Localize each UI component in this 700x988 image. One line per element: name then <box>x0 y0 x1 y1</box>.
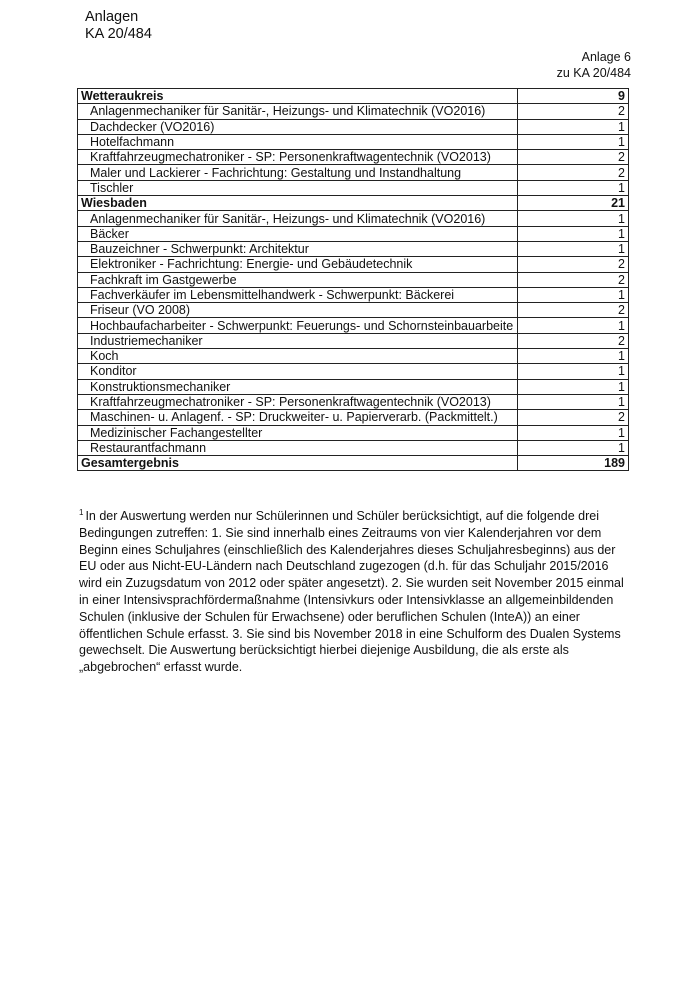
row-label: Maler und Lackierer - Fachrichtung: Gestaltung und Instandhaltung <box>78 165 518 180</box>
table-row <box>78 425 629 440</box>
row-count: 1 <box>518 287 629 302</box>
table-row <box>78 119 629 134</box>
row-count: 1 <box>518 211 629 226</box>
row-count: 1 <box>518 440 629 455</box>
row-label: Hotelfachmann <box>78 134 518 149</box>
row-label: Wiesbaden <box>78 196 518 211</box>
row-label: Medizinischer Fachangestellter <box>78 425 518 440</box>
table-body <box>78 89 629 471</box>
row-label: Bäcker <box>78 226 518 241</box>
row-label: Anlagenmechaniker für Sanitär-, Heizungs- und Klimatechnik (VO2016) <box>78 211 518 226</box>
row-label: Kraftfahrzeugmechatroniker - SP: Personenkraftwagentechnik (VO2013) <box>78 394 518 409</box>
row-count: 2 <box>518 165 629 180</box>
table-row <box>78 349 629 364</box>
row-count: 1 <box>518 241 629 256</box>
row-label: Koch <box>78 349 518 364</box>
footnote-text: In der Auswertung werden nur Schülerinnen und Schüler berücksichtigt, auf die folgende drei Bedingungen zutreffen: 1. Sie sind innerhalb eines Zeitraums von vier Kalenderjahren vor dem Beginn eines Schuljahres (einschließlich des Kalenderjahres dieses Schuljahresbeginns) aus der EU oder aus Nicht-EU-Ländern nach Deutschland zugezogen (d.h. für das Schuljahr 2015/2016 wird ein Zuzugsdatum von 2012 oder später angesetzt). 2. Sie wurden seit November 2015 einmal in einer Intensivsprachfördermaßnahme (Intensivkurs oder Intensivklasse an allgemeinbildenden Schulen (inklusive der Schulen für Erwachsene) oder beruflichen Schulen (InteA)) an einer öffentlichen Schule erfasst. 3. Sie sind bis November 2018 in eine Schulform des Dualen Systems gewechselt. Die Auswertung berücksichtigt hierbei diejenige Ausbildung, die als erste als „abgebrochen“ erfasst wurde. <box>79 509 624 675</box>
row-count: 189 <box>518 456 629 471</box>
row-count: 1 <box>518 226 629 241</box>
row-count: 2 <box>518 303 629 318</box>
header-reference-number: KA 20/484 <box>85 26 152 42</box>
row-label: Friseur (VO 2008) <box>78 303 518 318</box>
row-label: Kraftfahrzeugmechatroniker - SP: Personenkraftwagentechnik (VO2013) <box>78 150 518 165</box>
table-row <box>78 165 629 180</box>
table-row <box>78 318 629 333</box>
row-count: 2 <box>518 272 629 287</box>
table-row <box>78 257 629 272</box>
table-row <box>78 410 629 425</box>
row-label: Dachdecker (VO2016) <box>78 119 518 134</box>
footnote-marker: 1 <box>79 508 84 517</box>
row-count: 1 <box>518 119 629 134</box>
row-label: Tischler <box>78 180 518 195</box>
row-label: Fachverkäufer im Lebensmittelhandwerk - Schwerpunkt: Bäckerei <box>78 287 518 302</box>
table-total-row <box>78 456 629 471</box>
row-label: Anlagenmechaniker für Sanitär-, Heizungs- und Klimatechnik (VO2016) <box>78 104 518 119</box>
table-row <box>78 333 629 348</box>
row-label: Konstruktionsmechaniker <box>78 379 518 394</box>
row-count: 1 <box>518 134 629 149</box>
row-count: 2 <box>518 333 629 348</box>
row-count: 2 <box>518 104 629 119</box>
row-label: Restaurantfachmann <box>78 440 518 455</box>
row-count: 2 <box>518 150 629 165</box>
row-label: Fachkraft im Gastgewerbe <box>78 272 518 287</box>
row-count: 1 <box>518 425 629 440</box>
table-row <box>78 241 629 256</box>
row-label: Elektroniker - Fachrichtung: Energie- und Gebäudetechnik <box>78 257 518 272</box>
table-row <box>78 180 629 195</box>
row-label: Konditor <box>78 364 518 379</box>
row-count: 21 <box>518 196 629 211</box>
table-row <box>78 287 629 302</box>
table-row <box>78 150 629 165</box>
header-annex-label: Anlagen <box>85 9 139 25</box>
table-row <box>78 440 629 455</box>
table-row <box>78 226 629 241</box>
row-label: Wetteraukreis <box>78 89 518 104</box>
header-annex-reference: zu KA 20/484 <box>556 66 631 80</box>
table-row <box>78 394 629 409</box>
table-row <box>78 134 629 149</box>
row-label: Maschinen- u. Anlagenf. - SP: Druckweiter- u. Papierverarb. (Packmittelt.) <box>78 410 518 425</box>
table-group-row <box>78 196 629 211</box>
row-label: Bauzeichner - Schwerpunkt: Architektur <box>78 241 518 256</box>
header-annex-number: Anlage 6 <box>581 50 631 64</box>
footnote <box>79 505 631 676</box>
row-label: Hochbaufacharbeiter - Schwerpunkt: Feuerungs- und Schornsteinbauarbeite <box>78 318 518 333</box>
table-row <box>78 379 629 394</box>
row-count: 1 <box>518 180 629 195</box>
table-row <box>78 303 629 318</box>
row-count: 2 <box>518 410 629 425</box>
row-count: 9 <box>518 89 629 104</box>
table-row <box>78 272 629 287</box>
document-reference-right <box>557 49 631 81</box>
row-count: 1 <box>518 349 629 364</box>
table-row <box>78 364 629 379</box>
row-count: 1 <box>518 394 629 409</box>
row-count: 2 <box>518 257 629 272</box>
table-row <box>78 211 629 226</box>
table-group-row <box>78 89 629 104</box>
row-count: 1 <box>518 379 629 394</box>
row-label: Industriemechaniker <box>78 333 518 348</box>
row-label: Gesamtergebnis <box>78 456 518 471</box>
row-count: 1 <box>518 318 629 333</box>
apprenticeship-table <box>77 88 629 471</box>
table-row <box>78 104 629 119</box>
document-reference-left <box>85 9 152 43</box>
row-count: 1 <box>518 364 629 379</box>
